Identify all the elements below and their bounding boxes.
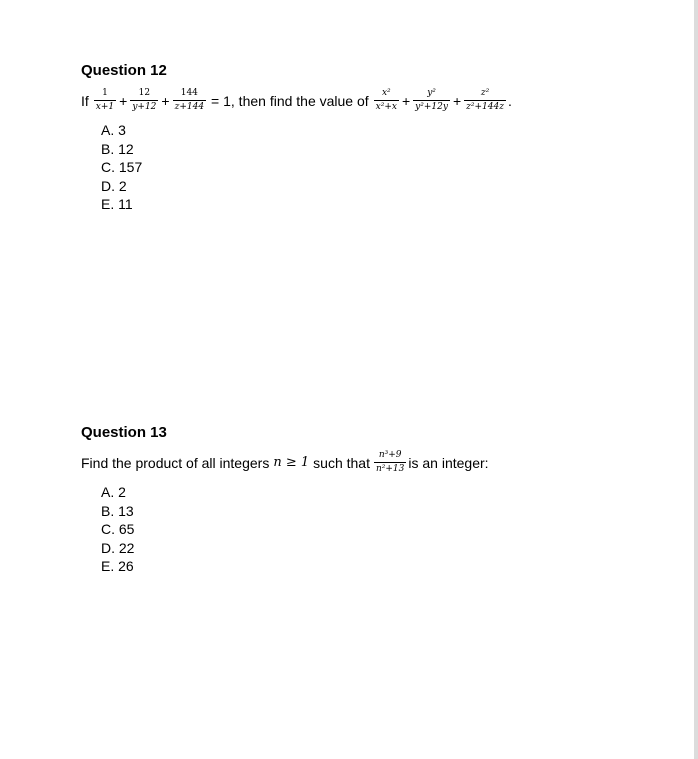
fraction-1 bbox=[94, 88, 116, 113]
question-13-options bbox=[101, 483, 681, 576]
fraction-4 bbox=[374, 88, 399, 113]
fraction-2-denominator: y+12 bbox=[132, 102, 157, 112]
question-12-options bbox=[101, 121, 681, 214]
fraction-1-denominator: x+1 bbox=[95, 102, 115, 112]
question-13-title: Question 13 bbox=[81, 424, 167, 441]
question-12 bbox=[81, 62, 681, 214]
plus-sign: + bbox=[401, 92, 411, 109]
question-13-fraction bbox=[374, 450, 406, 475]
fraction-4-denominator: x²+x bbox=[375, 102, 397, 112]
option-c: C. 65 bbox=[101, 521, 135, 537]
question-13-text bbox=[81, 450, 681, 475]
question-13-such-that: such that bbox=[313, 454, 370, 471]
option-a: A. 3 bbox=[101, 122, 126, 138]
equation-middle-text: = 1, then find the value of bbox=[211, 92, 369, 109]
option-b: B. 12 bbox=[101, 140, 134, 157]
fraction-6-denominator: z²+144z bbox=[466, 102, 504, 112]
plus-sign: + bbox=[452, 92, 462, 109]
fraction-3 bbox=[173, 88, 206, 113]
plus-sign: + bbox=[119, 92, 128, 109]
fraction-6-numerator: z² bbox=[480, 88, 490, 98]
fraction-2-numerator: 12 bbox=[138, 88, 151, 98]
fraction-3-denominator: z+144 bbox=[174, 102, 205, 112]
fraction-5-numerator: y² bbox=[427, 88, 436, 98]
fraction-5-denominator: y²+12y bbox=[415, 102, 448, 112]
option-e: E. 26 bbox=[101, 558, 134, 574]
inequality-expression: n ≥ 1 bbox=[273, 454, 310, 470]
option-d: D. 22 bbox=[101, 539, 135, 556]
option-b: B. 13 bbox=[101, 502, 134, 519]
question-13 bbox=[81, 424, 681, 576]
question-13-text-before: Find the product of all integers bbox=[81, 454, 270, 471]
option-e: E. 11 bbox=[101, 196, 133, 212]
option-d: D. 2 bbox=[101, 177, 127, 194]
fraction-3-numerator: 144 bbox=[180, 88, 198, 98]
question-13-fraction-numerator: n³+9 bbox=[378, 450, 402, 460]
plus-sign: + bbox=[161, 92, 170, 109]
fraction-5 bbox=[413, 88, 450, 113]
if-word: If bbox=[81, 92, 89, 109]
question-12-title: Question 12 bbox=[81, 62, 167, 79]
page-edge-shadow bbox=[694, 0, 698, 759]
fraction-4-numerator: x² bbox=[381, 88, 391, 98]
option-c: C. 157 bbox=[101, 159, 143, 175]
question-13-fraction-denominator: n²+13 bbox=[375, 464, 405, 474]
fraction-2 bbox=[130, 88, 158, 113]
end-punctuation: . bbox=[507, 92, 512, 109]
fraction-1-numerator: 1 bbox=[102, 88, 108, 98]
option-a: A. 2 bbox=[101, 484, 126, 500]
question-12-text bbox=[81, 88, 681, 113]
fraction-6 bbox=[464, 88, 506, 113]
question-13-text-after: is an integer: bbox=[408, 454, 489, 471]
